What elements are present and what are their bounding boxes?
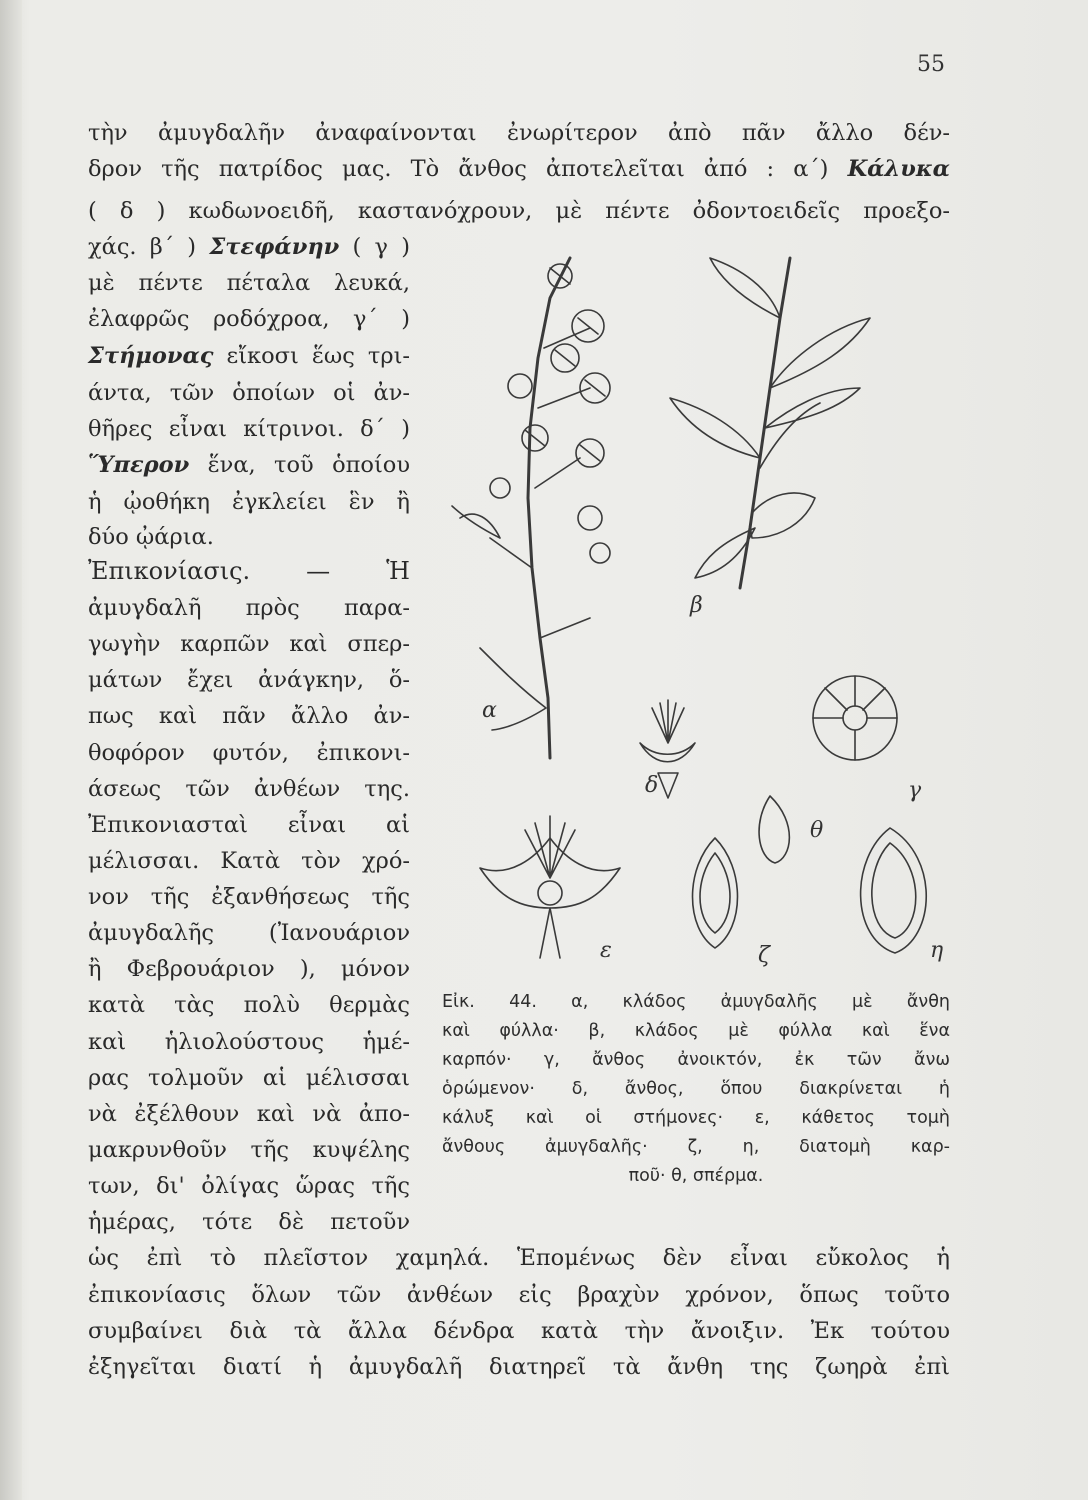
fruit-section-zeta-drawing bbox=[693, 838, 738, 948]
caption-line: ὁρώμενον· δ, ἄνθος, ὅπου διακρίνεται ἡ bbox=[442, 1079, 950, 1099]
narrow-line: θοφόρον φυτόν, ἐπικονι- bbox=[88, 740, 410, 766]
narrow-line: γωγὴν καρπῶν καὶ σπερ- bbox=[88, 631, 410, 657]
narrow-line: ἀμυγδαλῆ πρὸς παρα- bbox=[88, 595, 410, 621]
text-line-3: ( δ ) κωδωνοειδῆ, καστανόχρουν, μὲ πέντε ὀδοντοειδεῖς προεξο- bbox=[88, 198, 950, 224]
figure-label-alpha: α bbox=[482, 698, 497, 723]
caption-line: ἄνθους ἀμυγδαλῆς· ζ, η, διατομὴ καρ- bbox=[442, 1137, 950, 1157]
text-line-10: Ὕπερον ἕνα, τοῦ ὁποίου bbox=[88, 452, 410, 478]
text-line-1: τὴν ἀμυγδαλῆν ἀναφαίνονται ἐνωρίτερον ἀπὸ πᾶν ἄλλο δέν- bbox=[88, 120, 950, 146]
branch-alpha-drawing bbox=[452, 258, 610, 758]
caption-line: ποῦ· θ, σπέρμα. bbox=[628, 1166, 764, 1186]
narrow-line: μάτων ἔχει ἀνάγκην, ὅ- bbox=[88, 667, 410, 693]
text-line-11: ἡ ᾠοθήκη ἐγκλείει ἓν ἢ bbox=[88, 489, 410, 515]
narrow-line: ἢ Φεβρουάριον ), μόνον bbox=[88, 956, 410, 982]
text-line-6: ἐλαφρῶς ροδόχροα, γ΄ ) bbox=[88, 306, 410, 332]
final-line: συμβαίνει διὰ τὰ ἄλλα δένδρα κατὰ τὴν ἄνοιξιν. Ἐκ τούτου bbox=[88, 1318, 950, 1344]
text-line-5: μὲ πέντε πέταλα λευκά, bbox=[88, 270, 410, 296]
narrow-line: κατὰ τὰς πολὺ θερμὰς bbox=[88, 992, 410, 1018]
final-line: ἐπικονίασις ὅλων τῶν ἀνθέων εἰς βραχὺν χρόνον, ὅπως τοῦτο bbox=[88, 1282, 950, 1308]
narrow-line: ἀμυγδαλῆς (Ἰανουάριον bbox=[88, 920, 410, 946]
term-stefanin: Στεφάνην bbox=[209, 234, 340, 260]
caption-line: Εἰκ. 44. α, κλάδος ἀμυγδαλῆς μὲ ἄνθη bbox=[442, 992, 950, 1012]
narrow-line: νὰ ἐξέλθουν καὶ νὰ ἀπο- bbox=[88, 1101, 410, 1127]
term-stimonas: Στήμονας bbox=[88, 343, 214, 369]
almond-figure bbox=[440, 238, 960, 983]
narrow-line: άσεως τῶν ἀνθέων της. bbox=[88, 776, 410, 802]
caption-line: κάλυξ καὶ οἱ στήμονες· ε, κάθετος τομὴ bbox=[442, 1108, 950, 1128]
figure-label-gamma: γ bbox=[908, 778, 922, 803]
branch-beta-drawing bbox=[670, 258, 870, 588]
narrow-line: καὶ ἡλιολούστους ἡμέ- bbox=[88, 1029, 410, 1055]
narrow-line: ἡμέρας, τότε δὲ πετοῦν bbox=[88, 1209, 410, 1235]
text-line-4: χάς. β΄ ) Στεφάνην ( γ ) bbox=[88, 234, 410, 260]
final-line: ἐξηγεῖται διατί ἡ ἀμυγδαλῆ διατηρεῖ τὰ ἄνθη της ζωηρὰ ἐπὶ bbox=[88, 1354, 950, 1380]
figure-label-epsilon: ε bbox=[600, 938, 612, 963]
narrow-line: μέλισσαι. Κατὰ τὸν χρό- bbox=[88, 848, 410, 874]
seed-theta-drawing bbox=[759, 796, 789, 863]
term-kalyka: Κάλυκα bbox=[847, 156, 950, 182]
text-line-8: άντα, τῶν ὁποίων οἱ ἀν- bbox=[88, 380, 410, 406]
section-heading: Ἐπικονίασις. bbox=[88, 557, 251, 585]
page-number: 55 bbox=[917, 52, 945, 77]
caption-line: καρπόν· γ, ἄνθος ἀνοικτόν, ἐκ τῶν ἄνω bbox=[442, 1050, 950, 1070]
narrow-line: μακρυνθοῦν τῆς κυψέλης bbox=[88, 1137, 410, 1163]
figure-label-delta: δ bbox=[645, 773, 659, 798]
text-line-9: θῆρες εἶναι κίτρινοι. δ΄ ) bbox=[88, 416, 410, 442]
caption-line: καὶ φύλλα· β, κλάδος μὲ φύλλα καὶ ἕνα bbox=[442, 1021, 950, 1041]
section-heading-line: Ἐπικονίασις. — Ἡ bbox=[88, 557, 410, 585]
narrow-line: Ἐπικονιασταὶ εἶναι αἱ bbox=[88, 812, 410, 838]
narrow-line: ρας τολμοῦν αἱ μέλισσαι bbox=[88, 1065, 410, 1091]
text-line-12: δύο ᾠάρια. bbox=[88, 524, 214, 550]
term-yperon: Ὕπερον bbox=[88, 452, 190, 478]
narrow-line: των, δι' ὀλίγας ὥρας τῆς bbox=[88, 1173, 410, 1199]
text-line-7: Στήμονας εἴκοσι ἕως τρι- bbox=[88, 343, 410, 369]
narrow-line: νον τῆς ἐξανθήσεως τῆς bbox=[88, 884, 410, 910]
figure-label-beta: β bbox=[690, 593, 703, 618]
page-spine-shadow bbox=[0, 0, 22, 1500]
figure-caption bbox=[442, 988, 950, 1191]
figure-label-eta: η bbox=[930, 938, 944, 963]
fruit-section-eta-drawing bbox=[861, 828, 927, 953]
figure-label-theta: θ bbox=[810, 818, 824, 843]
flower-gamma-drawing bbox=[813, 676, 897, 760]
narrow-line: πως καὶ πᾶν ἄλλο ἀν- bbox=[88, 703, 410, 729]
text-line-2: δρον τῆς πατρίδος μας. Τὸ ἄνθος ἀποτελεῖται ἀπό : α΄) Κάλυκα bbox=[88, 156, 950, 182]
final-line: ὡς ἐπὶ τὸ πλεῖστον χαμηλά. Ἑπομένως δὲν εἶναι εὔκολος ἡ bbox=[88, 1245, 950, 1271]
flower-section-epsilon-drawing bbox=[480, 816, 620, 958]
figure-label-zeta: ζ bbox=[758, 943, 770, 968]
